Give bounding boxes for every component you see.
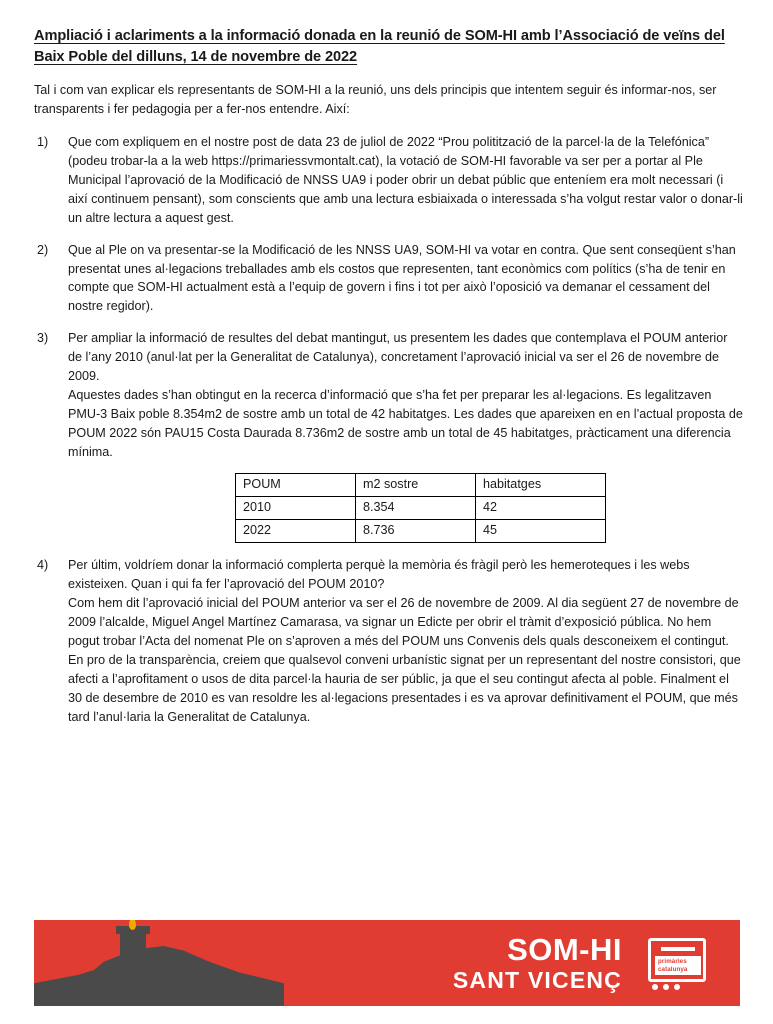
primaries-logo [640, 936, 714, 992]
table-header-cell: m2 sostre [356, 474, 476, 497]
brand-name: SOM-HI [507, 932, 622, 967]
footer-banner [34, 920, 740, 1006]
logo-dot [674, 984, 680, 990]
table-row [236, 520, 606, 543]
table-cell: 45 [476, 520, 606, 543]
list-item-text: Que com expliquem en el nostre post de data 23 de juliol de 2022 “Prou politització de la parcel·la de la Telefónica” (podeu trobar-la a la web https://primariessvmontalt.cat), la votació de SOM-HI favorable va ser per a portar al Ple Municipal l’aprovació de la Modificació de NNSS UA9 i poder obrir un debat públic que enteníem era molt necessari (i així continuem pensant), som conscients que amb una lectura esbiaixada o interessada s’ha volgut restar valor o donar-li un altre lectura a aquest gest. [68, 135, 743, 225]
logo-dots-icon [652, 984, 680, 990]
list-item [34, 329, 743, 543]
list-item-marker: 2) [37, 242, 49, 257]
list-item [34, 241, 743, 317]
list-item-text: Per últim, voldríem donar la informació complerta perquè la memòria és fràgil però les hemeroteques i les webs existeixen. Quan i qui fa fer l’aprovació del POUM 2010? Com hem dit l’aprovació inicial del POUM anterior va ser el 26 de novembre de 2009. Al dia següent 27 de novembre de 2009 l’alcalde, Miguel Angel Martínez Camarasa, va signar un Edicte per obrir el tràmit d’exposició pública. No hem pogut trobar l’Acta del nomenat Ple on s’aproven a més del POUM uns Convenis dels quals desconeixem el contingut. En pro de la transparència, creiem que qualsevol conveni urbanístic signat per un representant del nostre consistori, que afecti a l’aprofitament o usos de dita parcel·la hauria de ser públic, ja que el seu contingut afecta al poble. Finalment el 30 de desembre de 2010 es van resoldre les al·legacions presentades i es va aprovar definitivament el POUM, que més tard l’anul·laria la Generalitat de Catalunya. [68, 558, 741, 724]
brand-locality: SANT VICENÇ [452, 967, 622, 993]
table-cell: 8.736 [356, 520, 476, 543]
flame-icon [129, 920, 136, 930]
table-cell: 42 [476, 497, 606, 520]
brand-wordmark [453, 934, 622, 993]
table-cell: 8.354 [356, 497, 476, 520]
poum-comparison-table [235, 473, 606, 543]
list-item-marker: 1) [37, 135, 49, 150]
logo-dot [652, 984, 658, 990]
page-title: Ampliació i aclariments a la informació donada en la reunió de SOM-HI amb l’Associació de veïns del Baix Poble del dilluns, 14 de novembre de 2022 [34, 28, 725, 65]
list-item-text: Que al Ple on va presentar-se la Modificació de les NNSS UA9, SOM-HI va votar en contra. Que sent conseqüent s’han presentat unes al·legacions treballades amb els costos que representen, tant econòmics com polítics (s’ha de tenir en compte que SOM-HI actualment està a l’equip de govern i fins i tot per això l’oposició va demanar el cessament del nostre regidor). [68, 242, 736, 314]
hill-silhouette-icon [34, 946, 284, 1006]
intro-paragraph: Tal i com van explicar els representants de SOM-HI a la reunió, uns dels principis que intentem seguir és informar-nos, ser transparents i fer pedagogia per a fer-nos entendre. Així: [34, 83, 717, 117]
table-cell: 2022 [236, 520, 356, 543]
logo-tag [655, 956, 701, 975]
ballot-box-icon [648, 938, 706, 982]
list-item-text: Per ampliar la informació de resultes del debat mantingut, us presentem les dades que contemplava el POUM anterior de l’any 2010 (anul·lat per la Generalitat de Catalunya), concretament l’aprovació inicial va ser el 26 de novembre de 2009. Aquestes dades s’han obtingut en la recerca d’informació que s’ha fet per preparar les al·legacions. Es legalitzaven PMU-3 Baix poble 8.354m2 de sostre amb un total de 42 habitatges. Les dades que apareixen en en l’actual proposta de POUM 2022 són PAU15 Costa Daurada 8.736m2 de sostre amb un total de 45 habitatges, pràcticament una diferencia mínima. [68, 331, 743, 459]
list-item [34, 556, 743, 726]
logo-dot [663, 984, 669, 990]
table-row [236, 497, 606, 520]
list-item [34, 133, 743, 227]
table-cell: 2010 [236, 497, 356, 520]
list-item-marker: 4) [37, 558, 49, 573]
table-header-cell: habitatges [476, 474, 606, 497]
table-header-cell: POUM [236, 474, 356, 497]
list-item-marker: 3) [37, 331, 49, 346]
ballot-slot-icon [661, 947, 695, 951]
logo-tag-line1: primàries [658, 958, 687, 965]
logo-tag-line2: catalunya [658, 965, 688, 973]
tower-icon [120, 932, 146, 974]
table-header-row [236, 474, 606, 497]
numbered-list [34, 133, 743, 726]
